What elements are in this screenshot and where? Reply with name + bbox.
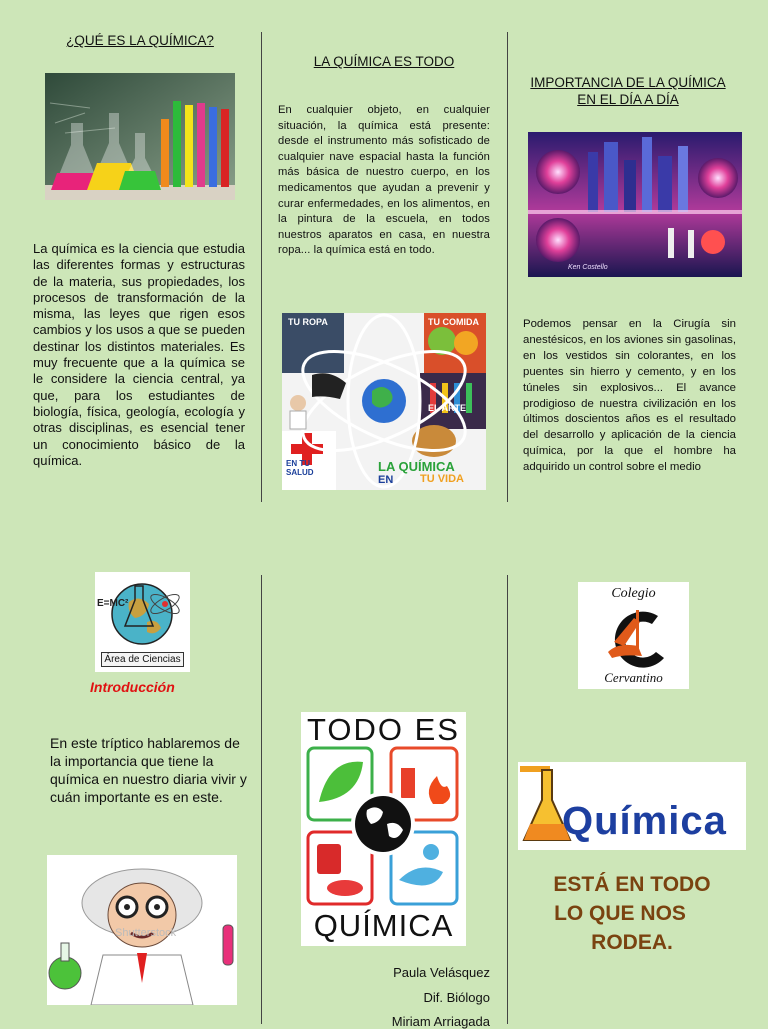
- quimica-banner: [518, 762, 746, 850]
- divider-bottom-right: [507, 575, 508, 1024]
- intro-title: Introducción: [90, 679, 175, 695]
- credit-line-3: Miriam Arriagada: [391, 1014, 490, 1029]
- divider-top-right: [507, 32, 508, 502]
- lab-flasks-image: [45, 73, 235, 200]
- school-name-top: Colegio: [611, 586, 656, 601]
- area-de-ciencias-logo: [95, 572, 190, 672]
- collage-label-la-quimica: LA QUÍMICA: [378, 459, 455, 474]
- panel3-body: Podemos pensar en la Cirugía sin anestésicos, en los aviones sin gasolinas, en los vestidos sin colorantes, en los puentes sin hierro y cemento, y en los túneles sin explosivos... El avance prodigioso de nuestra civilización en los últimos doscientos años es el resultado del desarrollo y aplicación de la ciencia química, por la que el hombre ha adquirido un control sobre el medio: [523, 318, 736, 474]
- watermark: Shutterstock: [115, 927, 177, 939]
- collage-label-tu-comida: TU COMIDA: [428, 317, 479, 327]
- colegio-cervantino-logo: [578, 582, 689, 689]
- panel1-body: La química es la ciencia que estudia las diferentes formas y estructuras de la materia, sus propiedades, los procesos de transformación de la misma, las leyes que rigen esos cambios y los usos a que se pueden destinar los distintos materiales. Es muy frecuente que a la química se le considere la ciencia central, ya que, para los estudiantes de biología, física, geología, ecología y otras disciplinas, es esencial tener un conocimiento básico de la química.: [33, 241, 245, 468]
- poster-bottom-text: QUÍMICA: [313, 908, 454, 943]
- credit-line-2: Dif. Biólogo: [423, 990, 490, 1005]
- intro-body: En este tríptico hablaremos de la importancia que tiene la química en nuestro diaria vivir y cuán importante es en este.: [50, 735, 247, 805]
- credit-line-1: Paula Velásquez: [393, 965, 490, 980]
- collage-label-en-tu-salud: EN TU SALUD: [286, 459, 314, 477]
- futuristic-city-image: [528, 132, 742, 277]
- divider-top-left: [261, 32, 262, 502]
- tagline-line-2: LO QUE NOS: [554, 902, 686, 925]
- collage-label-el-arte: EL ARTE: [428, 403, 467, 413]
- logo-caption: Área de Ciencias: [101, 652, 184, 667]
- tagline-line-1: ESTÁ EN TODO: [553, 873, 711, 896]
- banner-word: Química: [562, 799, 727, 843]
- collage-label-tu-ropa: TU ROPA: [288, 317, 328, 327]
- panel1-heading: ¿QUÉ ES LA QUÍMICA?: [66, 33, 214, 48]
- poster-top-text: TODO ES: [307, 712, 460, 747]
- panel2-heading: LA QUÍMICA ES TODO: [313, 54, 455, 69]
- panel3-heading: IMPORTANCIA DE LA QUÍMICA EN EL DÍA A DÍA: [530, 75, 726, 107]
- scientist-cartoon-image: [47, 855, 237, 1005]
- logo-formula: E=MC²: [97, 598, 129, 609]
- image-signature: Ken Costello: [568, 264, 608, 271]
- tagline-line-3: RODEA.: [591, 931, 673, 954]
- divider-bottom-left: [261, 575, 262, 1024]
- chemistry-life-collage: [282, 313, 486, 490]
- school-name-bottom: Cervantino: [604, 670, 663, 685]
- todo-es-quimica-poster: [301, 712, 466, 946]
- collage-label-tu-vida: TU VIDA: [420, 473, 464, 485]
- collage-label-en: EN: [378, 474, 394, 486]
- panel2-body: En cualquier objeto, en cualquier situación, la química está presente: desde el instrumento más sofisticado de cualquier nave espacial hasta la función más básica de nuestro cuerpo, en los medicamentos que ayudan a prevenir y curar enfermedades, en los alimentos, en la pintura de la escuela, en todos nuestros aparatos en casa, en nuestra ropa... la química está en todo.: [278, 104, 490, 257]
